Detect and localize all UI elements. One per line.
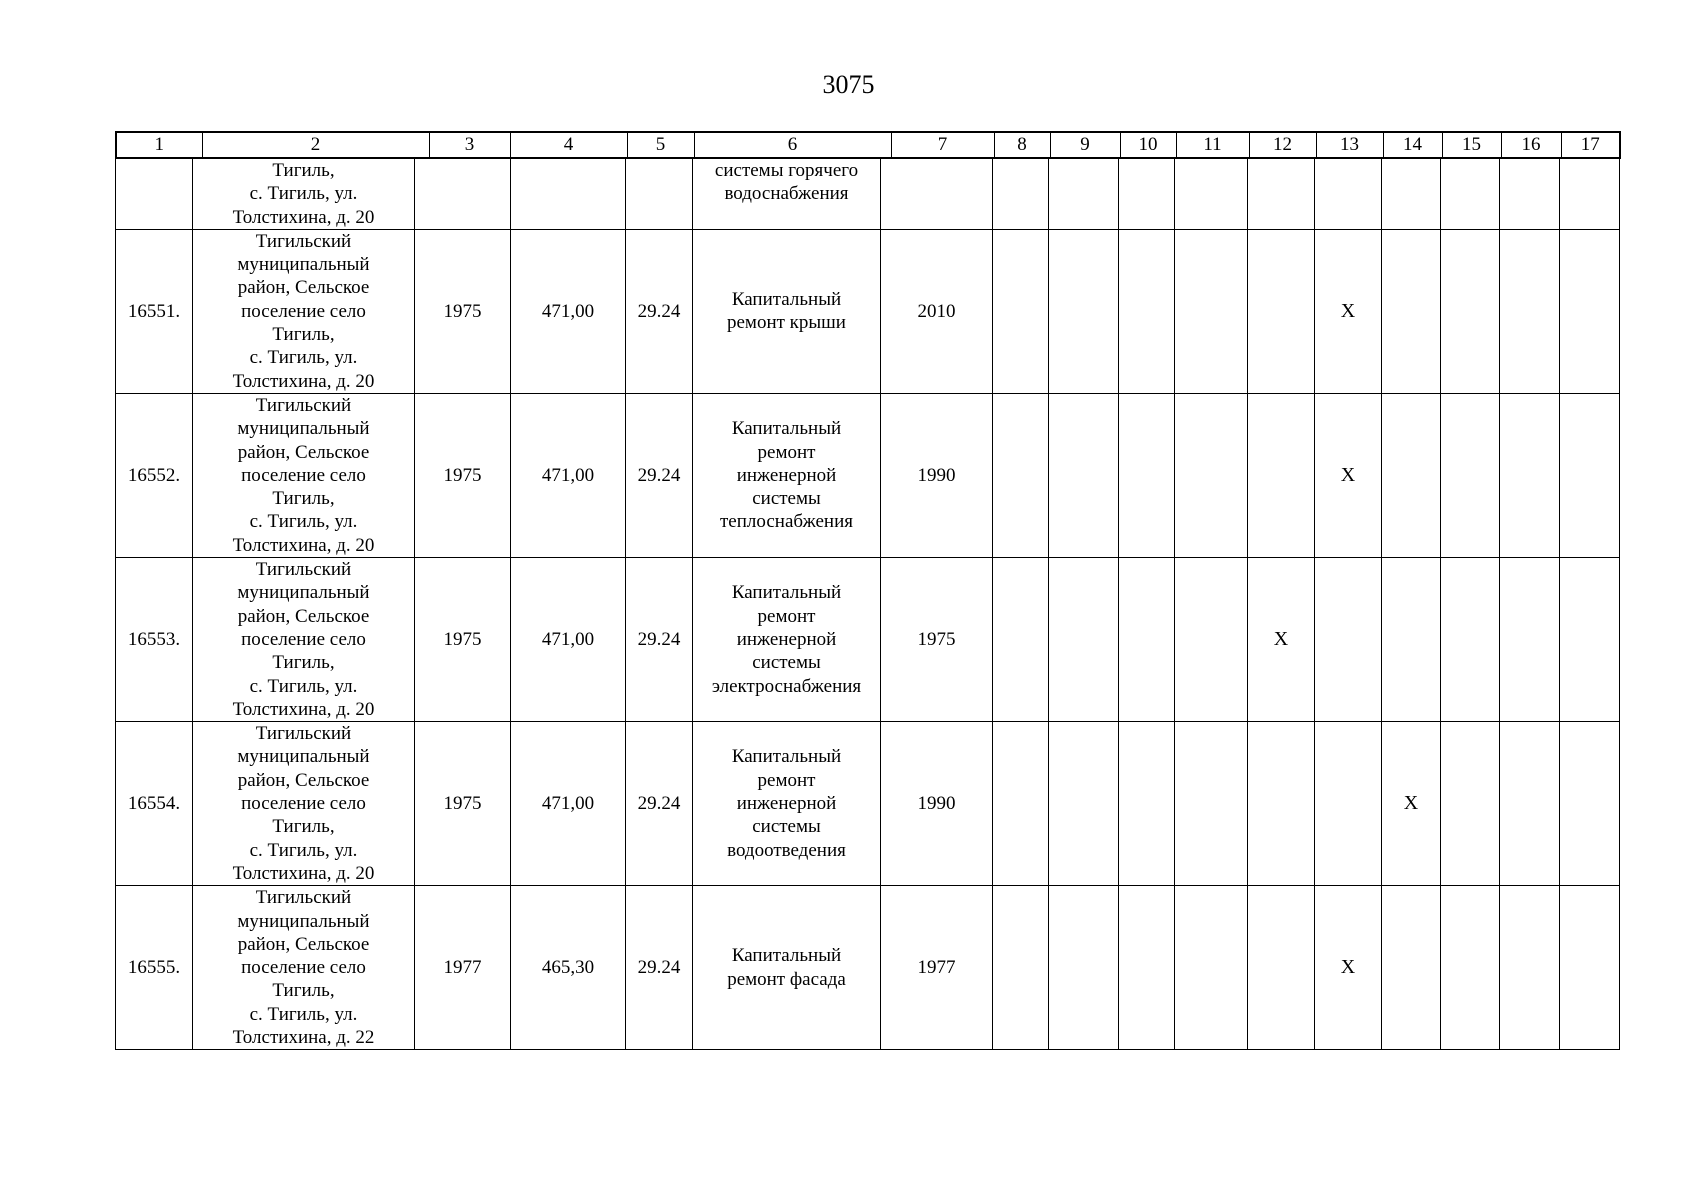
column-10-cell bbox=[1119, 229, 1175, 393]
column-12-mark bbox=[1248, 393, 1315, 557]
column-number-cell: 4 bbox=[510, 132, 627, 158]
address-cell-line: муниципальный bbox=[237, 582, 370, 604]
work-type-cell bbox=[693, 229, 881, 393]
column-11-cell bbox=[1175, 229, 1248, 393]
rate-cell bbox=[626, 159, 693, 230]
work-type-cell-line: ремонт bbox=[757, 605, 816, 627]
row-number: 16554. bbox=[116, 722, 193, 886]
work-type-cell-line: системы bbox=[752, 652, 821, 674]
column-12-mark: X bbox=[1248, 558, 1315, 722]
address-cell-line: Тигильский bbox=[255, 559, 352, 581]
column-14-mark bbox=[1382, 886, 1441, 1050]
rate-cell: 29.24 bbox=[626, 558, 693, 722]
column-14-mark bbox=[1382, 229, 1441, 393]
address-cell-line: район, Сельское bbox=[237, 933, 370, 955]
column-13-mark: X bbox=[1315, 886, 1382, 1050]
column-11-cell bbox=[1175, 393, 1248, 557]
last-repair-year-cell: 1990 bbox=[881, 393, 993, 557]
table-row bbox=[116, 886, 1620, 1050]
work-type-cell-line: системы bbox=[752, 816, 821, 838]
address-cell bbox=[193, 393, 415, 557]
address-cell-line: район, Сельское bbox=[237, 441, 370, 463]
column-9-cell bbox=[1049, 722, 1119, 886]
address-cell-line: муниципальный bbox=[237, 910, 370, 932]
address-cell-line: Тигильский bbox=[255, 723, 352, 745]
column-15-cell bbox=[1441, 886, 1500, 1050]
column-10-cell bbox=[1119, 393, 1175, 557]
column-9-cell bbox=[1049, 886, 1119, 1050]
address-cell-line: Толстихина, д. 22 bbox=[232, 1026, 375, 1048]
area-cell: 471,00 bbox=[511, 558, 626, 722]
column-12-mark bbox=[1248, 159, 1315, 230]
column-10-cell bbox=[1119, 558, 1175, 722]
column-10-cell bbox=[1119, 159, 1175, 230]
column-11-cell bbox=[1175, 886, 1248, 1050]
column-8-cell bbox=[993, 722, 1049, 886]
column-number-header bbox=[115, 131, 1621, 159]
table-body bbox=[115, 158, 1620, 1050]
column-number-cell: 3 bbox=[429, 132, 510, 158]
work-type-cell-line: водоотведения bbox=[727, 839, 846, 861]
column-16-cell bbox=[1500, 722, 1560, 886]
row-number bbox=[116, 159, 193, 230]
work-type-cell-line: ремонт фасада bbox=[727, 968, 846, 990]
area-cell: 471,00 bbox=[511, 722, 626, 886]
column-11-cell bbox=[1175, 722, 1248, 886]
year-built-cell: 1977 bbox=[415, 886, 511, 1050]
address-cell-line: с. Тигиль, ул. bbox=[249, 1003, 358, 1025]
column-number-cell: 15 bbox=[1442, 132, 1501, 158]
address-cell bbox=[193, 558, 415, 722]
address-cell-line: район, Сельское bbox=[237, 605, 370, 627]
row-number: 16552. bbox=[116, 393, 193, 557]
table-row bbox=[116, 229, 1620, 393]
column-10-cell bbox=[1119, 886, 1175, 1050]
page-number: 3075 bbox=[822, 70, 875, 99]
last-repair-year-cell: 1990 bbox=[881, 722, 993, 886]
column-number-cell: 17 bbox=[1561, 132, 1620, 158]
column-number-cell: 6 bbox=[694, 132, 891, 158]
address-cell-line: Толстихина, д. 20 bbox=[232, 698, 375, 720]
address-cell-line: Толстихина, д. 20 bbox=[232, 370, 375, 392]
address-cell-line: Тигиль, bbox=[272, 980, 335, 1002]
column-11-cell bbox=[1175, 558, 1248, 722]
address-cell bbox=[193, 229, 415, 393]
column-8-cell bbox=[993, 229, 1049, 393]
column-number-cell: 8 bbox=[994, 132, 1050, 158]
address-cell-line: с. Тигиль, ул. bbox=[249, 347, 358, 369]
column-16-cell bbox=[1500, 393, 1560, 557]
column-number-cell: 13 bbox=[1316, 132, 1383, 158]
address-cell-line: Тигильский bbox=[255, 394, 352, 416]
address-cell-line: Тигильский bbox=[255, 230, 352, 252]
column-16-cell bbox=[1500, 558, 1560, 722]
column-number-cell: 9 bbox=[1050, 132, 1120, 158]
work-type-cell-line: водоснабжения bbox=[724, 183, 849, 205]
year-built-cell: 1975 bbox=[415, 722, 511, 886]
year-built-cell bbox=[415, 159, 511, 230]
address-cell-line: Толстихина, д. 20 bbox=[232, 862, 375, 884]
column-17-cell bbox=[1560, 886, 1620, 1050]
column-15-cell bbox=[1441, 393, 1500, 557]
work-type-cell bbox=[693, 722, 881, 886]
address-cell-line: поселение село bbox=[241, 793, 366, 815]
address-cell bbox=[193, 159, 415, 230]
address-cell-line: с. Тигиль, ул. bbox=[249, 839, 358, 861]
year-built-cell: 1975 bbox=[415, 229, 511, 393]
year-built-cell: 1975 bbox=[415, 393, 511, 557]
address-cell-line: с. Тигиль, ул. bbox=[249, 511, 358, 533]
work-type-cell-line: инженерной bbox=[736, 793, 837, 815]
column-9-cell bbox=[1049, 159, 1119, 230]
column-number-cell: 11 bbox=[1176, 132, 1249, 158]
address-cell bbox=[193, 886, 415, 1050]
column-8-cell bbox=[993, 558, 1049, 722]
work-type-cell-line: ремонт bbox=[757, 769, 816, 791]
address-cell-line: район, Сельское bbox=[237, 277, 370, 299]
work-type-cell-line: электроснабжения bbox=[711, 675, 862, 697]
column-13-mark bbox=[1315, 558, 1382, 722]
last-repair-year-cell: 2010 bbox=[881, 229, 993, 393]
column-16-cell bbox=[1500, 229, 1560, 393]
column-8-cell bbox=[993, 886, 1049, 1050]
work-type-cell-line: теплоснабжения bbox=[720, 511, 853, 533]
last-repair-year-cell: 1975 bbox=[881, 558, 993, 722]
column-14-mark bbox=[1382, 558, 1441, 722]
address-cell-line: Тигиль, bbox=[272, 160, 335, 181]
address-cell-line: Тигиль, bbox=[272, 816, 335, 838]
address-cell-line: с. Тигиль, ул. bbox=[249, 675, 358, 697]
work-type-cell-line: инженерной bbox=[736, 464, 837, 486]
work-type-cell-line: инженерной bbox=[736, 628, 837, 650]
column-number-cell: 7 bbox=[891, 132, 994, 158]
address-cell-line: поселение село bbox=[241, 628, 366, 650]
address-cell-line: поселение село bbox=[241, 464, 366, 486]
column-number-cell: 1 bbox=[116, 132, 202, 158]
column-number-cell: 12 bbox=[1249, 132, 1316, 158]
address-cell-line: Толстихина, д. 20 bbox=[232, 206, 375, 228]
column-14-mark bbox=[1382, 159, 1441, 230]
address-cell-line: муниципальный bbox=[237, 746, 370, 768]
rate-cell: 29.24 bbox=[626, 722, 693, 886]
column-12-mark bbox=[1248, 229, 1315, 393]
column-16-cell bbox=[1500, 886, 1560, 1050]
column-number-cell: 16 bbox=[1501, 132, 1561, 158]
table-row bbox=[116, 558, 1620, 722]
work-type-cell-line: Капитальный bbox=[731, 746, 842, 768]
rate-cell: 29.24 bbox=[626, 393, 693, 557]
address-cell-line: муниципальный bbox=[237, 254, 370, 276]
work-type-cell-line: Капитальный bbox=[731, 418, 842, 440]
address-cell-line: муниципальный bbox=[237, 418, 370, 440]
work-type-cell-line: ремонт крыши bbox=[727, 312, 846, 334]
work-type-cell bbox=[693, 886, 881, 1050]
column-13-mark: X bbox=[1315, 393, 1382, 557]
address-cell-line: Толстихина, д. 20 bbox=[232, 534, 375, 556]
column-number-cell: 2 bbox=[202, 132, 429, 158]
column-15-cell bbox=[1441, 558, 1500, 722]
column-17-cell bbox=[1560, 558, 1620, 722]
column-17-cell bbox=[1560, 722, 1620, 886]
rate-cell: 29.24 bbox=[626, 886, 693, 1050]
column-number-cell: 14 bbox=[1383, 132, 1442, 158]
column-number-cell: 10 bbox=[1120, 132, 1176, 158]
work-type-cell bbox=[693, 393, 881, 557]
address-cell-line: Тигиль, bbox=[272, 652, 335, 674]
column-12-mark bbox=[1248, 722, 1315, 886]
area-cell: 471,00 bbox=[511, 229, 626, 393]
column-17-cell bbox=[1560, 229, 1620, 393]
address-cell-line: Тигильский bbox=[255, 887, 352, 909]
column-12-mark bbox=[1248, 886, 1315, 1050]
column-13-mark: X bbox=[1315, 229, 1382, 393]
work-type-cell-line: Капитальный bbox=[731, 945, 842, 967]
area-cell bbox=[511, 159, 626, 230]
column-8-cell bbox=[993, 159, 1049, 230]
area-cell: 471,00 bbox=[511, 393, 626, 557]
column-10-cell bbox=[1119, 722, 1175, 886]
address-cell bbox=[193, 722, 415, 886]
work-type-cell-line: системы bbox=[752, 488, 821, 510]
column-15-cell bbox=[1441, 229, 1500, 393]
column-16-cell bbox=[1500, 159, 1560, 230]
address-cell-line: поселение село bbox=[241, 300, 366, 322]
table-row bbox=[116, 722, 1620, 886]
work-type-cell-line: Капитальный bbox=[731, 582, 842, 604]
address-cell-line: поселение село bbox=[241, 957, 366, 979]
rate-cell: 29.24 bbox=[626, 229, 693, 393]
area-cell: 465,30 bbox=[511, 886, 626, 1050]
column-13-mark bbox=[1315, 159, 1382, 230]
last-repair-year-cell bbox=[881, 159, 993, 230]
column-13-mark bbox=[1315, 722, 1382, 886]
column-number-cell: 5 bbox=[627, 132, 694, 158]
column-17-cell bbox=[1560, 393, 1620, 557]
address-cell-line: район, Сельское bbox=[237, 769, 370, 791]
work-type-cell-line: ремонт bbox=[757, 441, 816, 463]
column-9-cell bbox=[1049, 393, 1119, 557]
row-number: 16553. bbox=[116, 558, 193, 722]
column-14-mark bbox=[1382, 393, 1441, 557]
work-type-cell bbox=[693, 558, 881, 722]
repair-program-table bbox=[115, 131, 1622, 1050]
column-15-cell bbox=[1441, 722, 1500, 886]
column-11-cell bbox=[1175, 159, 1248, 230]
column-9-cell bbox=[1049, 229, 1119, 393]
table-row bbox=[116, 159, 1620, 230]
address-cell-line: Тигиль, bbox=[272, 324, 335, 346]
work-type-cell-line: Капитальный bbox=[731, 289, 842, 311]
column-9-cell bbox=[1049, 558, 1119, 722]
table-row bbox=[116, 393, 1620, 557]
work-type-cell bbox=[693, 159, 881, 230]
column-14-mark: X bbox=[1382, 722, 1441, 886]
column-17-cell bbox=[1560, 159, 1620, 230]
column-15-cell bbox=[1441, 159, 1500, 230]
row-number: 16551. bbox=[116, 229, 193, 393]
address-cell-line: Тигиль, bbox=[272, 488, 335, 510]
last-repair-year-cell: 1977 bbox=[881, 886, 993, 1050]
row-number: 16555. bbox=[116, 886, 193, 1050]
column-8-cell bbox=[993, 393, 1049, 557]
work-type-cell-line: системы горячего bbox=[714, 160, 859, 181]
address-cell-line: с. Тигиль, ул. bbox=[249, 183, 358, 205]
year-built-cell: 1975 bbox=[415, 558, 511, 722]
